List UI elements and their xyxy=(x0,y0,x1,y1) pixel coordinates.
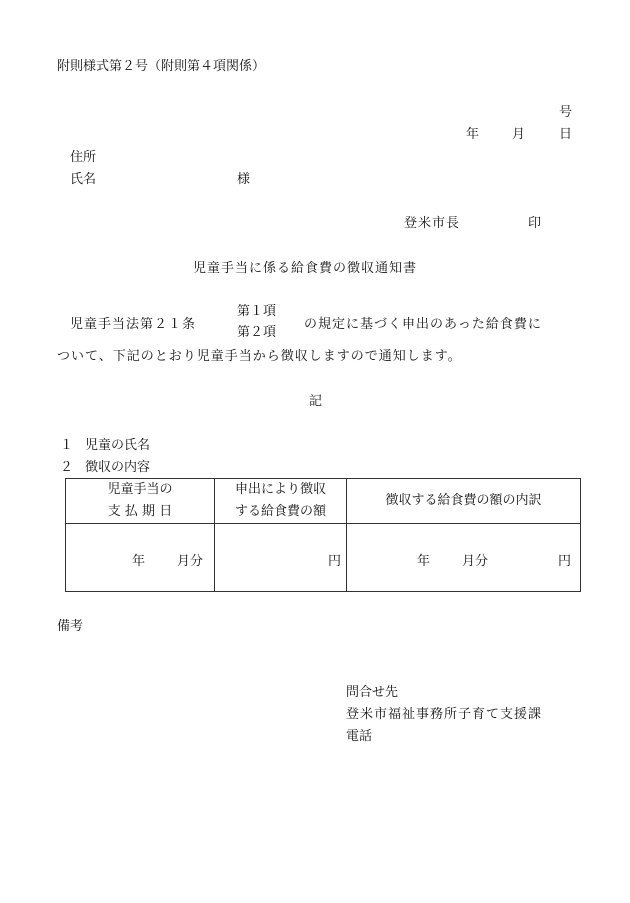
cell-fee-yen: 円 xyxy=(327,553,341,569)
document-title: 児童手当に係る給食費の徴収通知書 xyxy=(193,261,418,276)
cell-breakdown-year: 年 xyxy=(417,553,431,569)
cell-breakdown-month: 月分 xyxy=(462,553,489,569)
cell-fee-amount xyxy=(215,524,347,592)
header-fee-amount xyxy=(215,479,347,524)
contact-office: 登米市福祉事務所子育て支援課 xyxy=(346,707,543,722)
clause-2: 第２項 xyxy=(237,325,277,340)
honorific-sama: 様 xyxy=(237,172,251,187)
clause-1: 第１項 xyxy=(237,304,277,319)
table-row xyxy=(66,524,581,592)
ki-mark: 記 xyxy=(309,394,323,409)
document-number-suffix: 号 xyxy=(559,105,573,120)
address-label: 住所 xyxy=(70,150,97,165)
cell-payment-month: 月分 xyxy=(177,553,204,569)
item2-label: 徴収の内容 xyxy=(85,460,151,475)
issuer-title: 登米市長 xyxy=(404,216,461,231)
header-fee-amount-line1: 申出により徴収 xyxy=(234,482,326,497)
item1-number: １ xyxy=(60,438,74,453)
body-lead: 児童手当法第２１条 xyxy=(70,317,197,332)
cell-breakdown-yen: 円 xyxy=(557,553,571,569)
remarks-label: 備考 xyxy=(57,619,84,634)
item2-number: ２ xyxy=(60,460,74,475)
date-day-label: 日 xyxy=(559,127,573,142)
cell-payment-date xyxy=(66,524,215,592)
header-breakdown-label: 徴収する給食費の額の内訳 xyxy=(385,493,542,508)
contact-label: 問合せ先 xyxy=(346,685,399,700)
date-year-label: 年 xyxy=(466,127,480,142)
contact-phone-label: 電話 xyxy=(346,729,373,744)
item1-label: 児童の氏名 xyxy=(85,438,151,453)
table-header-row xyxy=(66,479,581,524)
seal-mark: 印 xyxy=(528,216,542,231)
cell-breakdown xyxy=(347,524,581,592)
body-line1-rest: の規定に基づく申出のあった給食費に xyxy=(304,317,542,332)
collection-table xyxy=(65,478,581,592)
name-label: 氏名 xyxy=(70,172,97,187)
date-month-label: 月 xyxy=(512,127,526,142)
cell-payment-year: 年 xyxy=(132,553,146,569)
header-payment-date-line2: 支 払 期 日 xyxy=(107,504,173,519)
body-line2: ついて、下記のとおり児童手当から徴収しますので通知します。 xyxy=(57,349,462,364)
form-number: 附則様式第２号（附則第４項関係） xyxy=(57,59,266,74)
header-payment-date xyxy=(66,479,215,524)
header-breakdown xyxy=(347,479,581,524)
header-fee-amount-line2: する給食費の額 xyxy=(234,504,326,519)
header-payment-date-line1: 児童手当の xyxy=(107,482,173,497)
